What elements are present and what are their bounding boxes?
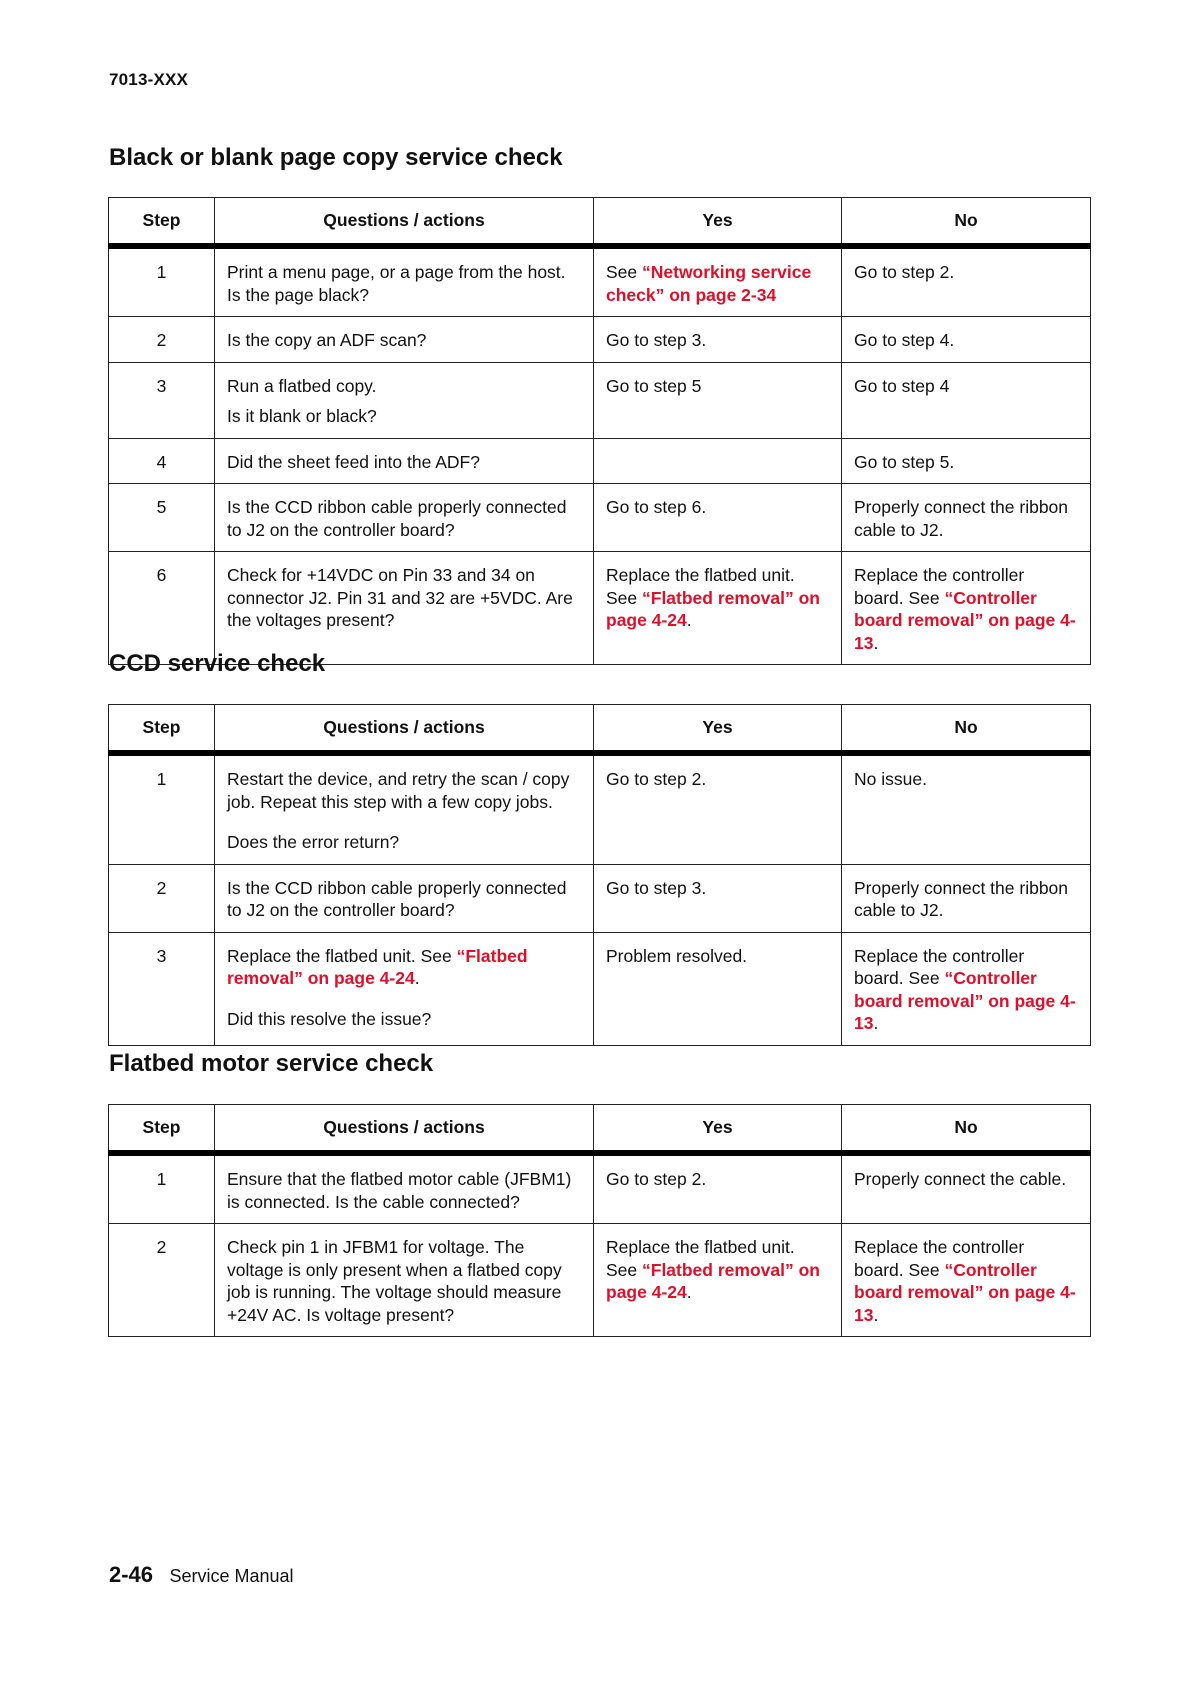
table-header-row xyxy=(109,198,1091,247)
header-no: No xyxy=(842,1105,1091,1154)
table-row xyxy=(109,932,1091,1045)
yes-cell: Go to step 5 xyxy=(594,362,842,438)
step-number: 1 xyxy=(109,753,215,864)
document-id: 7013-XXX xyxy=(109,70,189,89)
no-cell: Properly connect the cable. xyxy=(842,1153,1091,1224)
question-text: Replace the flatbed unit. See xyxy=(227,945,457,966)
yes-cell xyxy=(594,552,842,665)
no-cell: Properly connect the ribbon cable to J2. xyxy=(842,484,1091,552)
black-page-table xyxy=(108,197,1091,665)
yes-text: See xyxy=(606,262,642,282)
no-cell: Go to step 4 xyxy=(842,362,1091,438)
controller-board-removal-link[interactable]: “Controller board removal” on page 4-13 xyxy=(854,968,1076,1033)
no-cell: Go to step 2. xyxy=(842,246,1091,317)
question-text: Did this resolve the issue? xyxy=(227,1008,432,1029)
step-number: 6 xyxy=(109,552,215,665)
page-number: 2-46 xyxy=(109,1562,154,1587)
step-number: 3 xyxy=(109,932,215,1045)
table-row xyxy=(109,753,1091,864)
header-yes: Yes xyxy=(594,198,842,247)
section-title-ccd: CCD service check xyxy=(109,650,326,677)
table-row xyxy=(109,1224,1091,1337)
question-cell: Ensure that the flatbed motor cable (JFBM1) is connected. Is the cable connected? xyxy=(215,1153,594,1224)
header-no: No xyxy=(842,705,1091,754)
yes-cell xyxy=(594,1224,842,1337)
controller-board-removal-link[interactable]: “Controller board removal” on page 4-13 xyxy=(854,587,1076,653)
yes-cell xyxy=(594,438,842,484)
yes-cell: Go to step 2. xyxy=(594,1153,842,1224)
header-step: Step xyxy=(109,1105,215,1154)
punctuation: . xyxy=(686,1282,692,1302)
yes-text: Replace the flatbed unit. See xyxy=(606,1237,795,1280)
no-text: Replace the controller board. See xyxy=(854,1237,1025,1280)
punctuation: . xyxy=(873,1013,879,1033)
controller-board-removal-link[interactable]: “Controller board removal” on page 4-13 xyxy=(854,1259,1076,1325)
step-number: 4 xyxy=(109,438,215,484)
ccd-table xyxy=(108,704,1091,1046)
no-cell: Go to step 4. xyxy=(842,317,1091,363)
networking-service-check-link[interactable]: “Networking service check” on page 2-34 xyxy=(606,262,812,305)
question-cell: Is the copy an ADF scan? xyxy=(215,317,594,363)
flatbed-removal-link[interactable]: “Flatbed removal” on page 4-24 xyxy=(227,945,528,988)
punctuation: . xyxy=(414,968,420,988)
flatbed-removal-link[interactable]: “Flatbed removal” on page 4-24 xyxy=(606,587,820,630)
yes-cell: Go to step 3. xyxy=(594,864,842,932)
punctuation: . xyxy=(686,610,692,630)
page-footer xyxy=(109,1562,294,1588)
table-row xyxy=(109,438,1091,484)
question-cell: Check for +14VDC on Pin 33 and 34 on connector J2. Pin 31 and 32 are +5VDC. Are the voltages present? xyxy=(215,552,594,665)
no-cell xyxy=(842,552,1091,665)
step-number: 5 xyxy=(109,484,215,552)
section-title-flatbed-motor: Flatbed motor service check xyxy=(109,1050,434,1077)
header-step: Step xyxy=(109,705,215,754)
question-cell xyxy=(215,932,594,1045)
no-cell: Go to step 5. xyxy=(842,438,1091,484)
no-cell xyxy=(842,1224,1091,1337)
punctuation: . xyxy=(873,632,879,653)
no-cell xyxy=(842,932,1091,1045)
question-text: Restart the device, and retry the scan / copy job. Repeat this step with a few copy jobs. xyxy=(227,769,570,812)
flatbed-removal-link[interactable]: “Flatbed removal” on page 4-24 xyxy=(606,1259,820,1302)
table-row xyxy=(109,484,1091,552)
table-row xyxy=(109,246,1091,317)
question-cell xyxy=(215,362,594,438)
header-step: Step xyxy=(109,198,215,247)
yes-cell: Go to step 6. xyxy=(594,484,842,552)
question-text: Is the page black? xyxy=(227,284,370,305)
step-number: 2 xyxy=(109,317,215,363)
header-yes: Yes xyxy=(594,705,842,754)
table-header-row xyxy=(109,1105,1091,1154)
table-row xyxy=(109,552,1091,665)
question-text: Print a menu page, or a page from the host. xyxy=(227,262,566,282)
table-row xyxy=(109,864,1091,932)
no-text: Replace the controller board. See xyxy=(854,945,1025,988)
manual-title: Service Manual xyxy=(169,1566,294,1586)
question-cell: Check pin 1 in JFBM1 for voltage. The voltage is only present when a flatbed copy job is running. The voltage should measure +24V AC. Is voltage present? xyxy=(215,1224,594,1337)
question-cell: Did the sheet feed into the ADF? xyxy=(215,438,594,484)
question-cell: Is the CCD ribbon cable properly connected to J2 on the controller board? xyxy=(215,484,594,552)
no-text: Replace the controller board. See xyxy=(854,565,1025,608)
table-header-row xyxy=(109,705,1091,754)
question-cell xyxy=(215,246,594,317)
yes-text: Replace the flatbed unit. See xyxy=(606,565,795,608)
yes-cell: Problem resolved. xyxy=(594,932,842,1045)
step-number: 1 xyxy=(109,246,215,317)
table-row xyxy=(109,1153,1091,1224)
header-questions: Questions / actions xyxy=(215,198,594,247)
step-number: 2 xyxy=(109,1224,215,1337)
question-text: Does the error return? xyxy=(227,832,400,852)
no-cell: No issue. xyxy=(842,753,1091,864)
section-title-black-page: Black or blank page copy service check xyxy=(109,144,563,171)
yes-cell: Go to step 3. xyxy=(594,317,842,363)
header-no: No xyxy=(842,198,1091,247)
header-yes: Yes xyxy=(594,1105,842,1154)
question-text: Run a flatbed copy. xyxy=(227,375,377,396)
no-cell: Properly connect the ribbon cable to J2. xyxy=(842,864,1091,932)
step-number: 2 xyxy=(109,864,215,932)
step-number: 1 xyxy=(109,1153,215,1224)
yes-cell: Go to step 2. xyxy=(594,753,842,864)
table-row xyxy=(109,317,1091,363)
table-row xyxy=(109,362,1091,438)
flatbed-motor-table xyxy=(108,1104,1091,1337)
question-text: Is it blank or black? xyxy=(227,406,377,426)
punctuation: . xyxy=(873,1304,879,1325)
header-questions: Questions / actions xyxy=(215,1105,594,1154)
yes-cell xyxy=(594,246,842,317)
header-questions: Questions / actions xyxy=(215,705,594,754)
question-cell xyxy=(215,753,594,864)
step-number: 3 xyxy=(109,362,215,438)
question-cell: Is the CCD ribbon cable properly connected to J2 on the controller board? xyxy=(215,864,594,932)
